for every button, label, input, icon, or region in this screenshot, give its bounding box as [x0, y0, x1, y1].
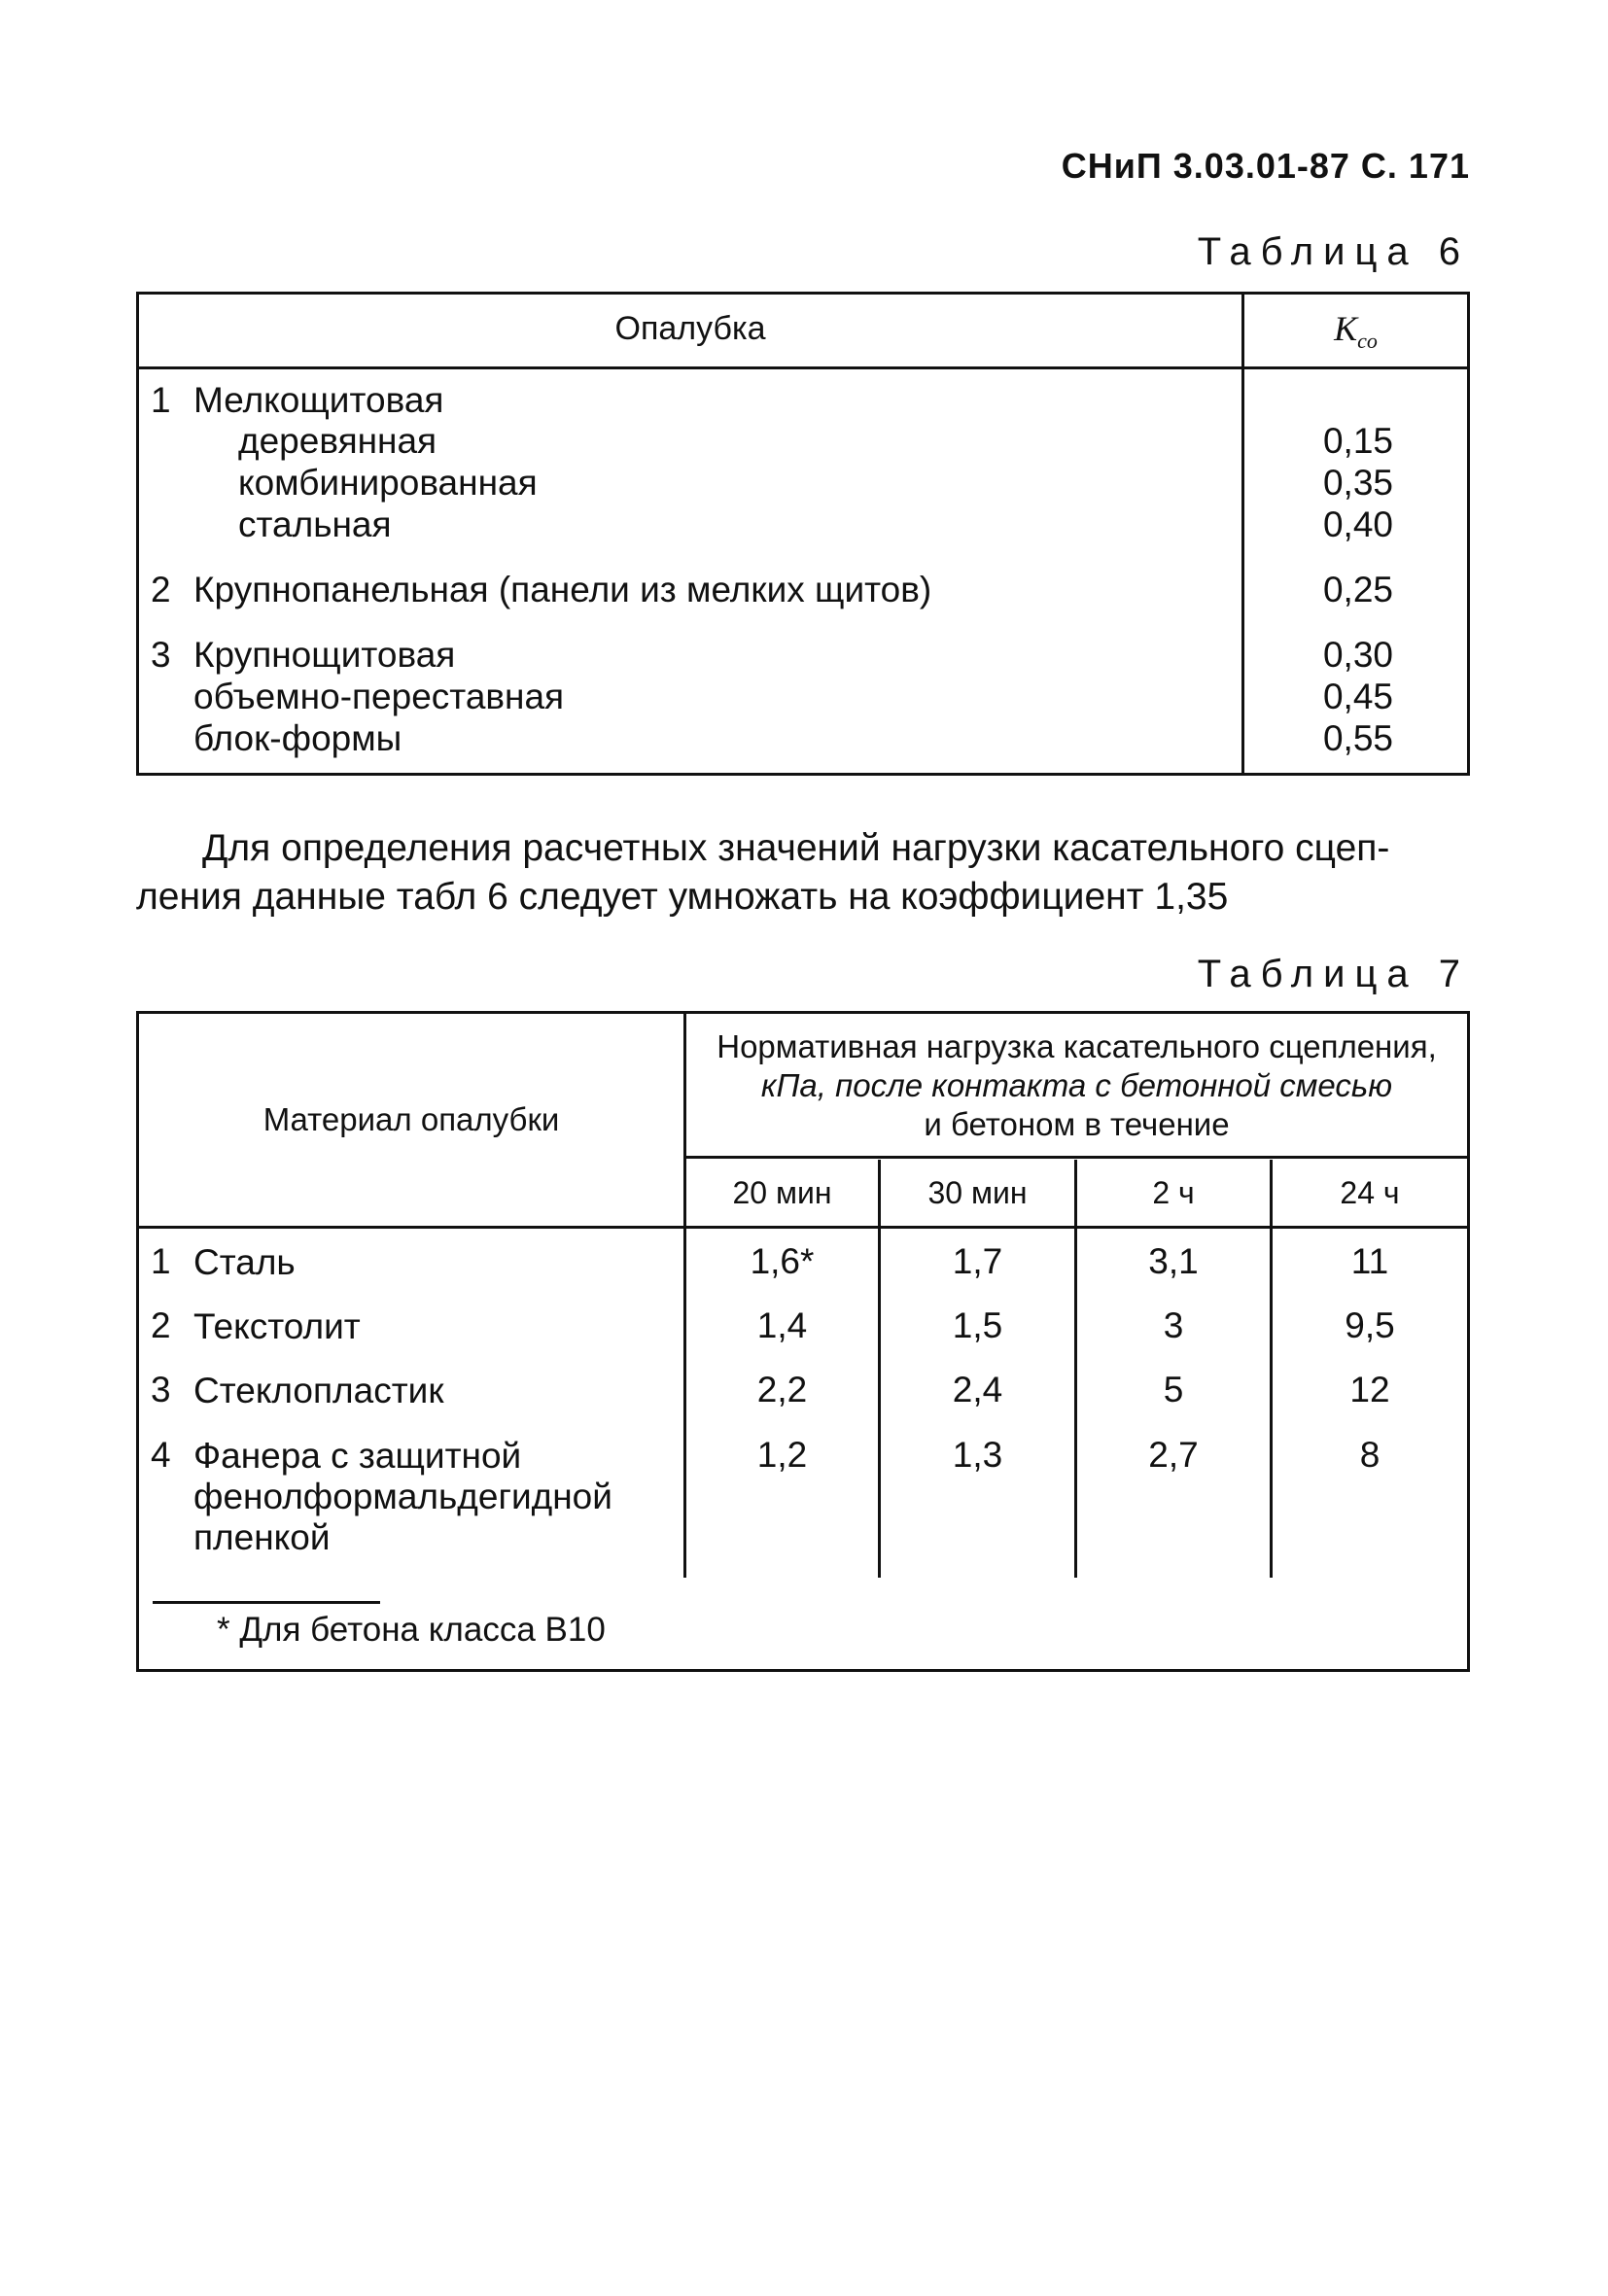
- table7-cell: 2,2: [756, 1370, 808, 1409]
- table6-header-formwork: Опалубка: [614, 310, 766, 347]
- table6: [136, 292, 1470, 776]
- table6-row-value: 0,45: [1322, 677, 1393, 716]
- table7-divider: [878, 1160, 881, 1578]
- paragraph-line: Для определения расчетных значений нагрузки касательного сцеп-: [202, 827, 1390, 869]
- table7-col-20min: 20 мин: [732, 1175, 832, 1210]
- table7-col-30min: 30 мин: [927, 1175, 1028, 1210]
- table6-caption: Таблица 6: [1197, 230, 1470, 273]
- table6-row-label: блок-формы: [193, 718, 402, 758]
- table6-row-value: 0,25: [1322, 570, 1393, 609]
- table7-cell: 9,5: [1345, 1305, 1395, 1345]
- table7-cell: 3,1: [1148, 1241, 1199, 1281]
- table7-row-material: Фанера с защитной: [193, 1436, 522, 1476]
- table7-col-2h: 2 ч: [1152, 1175, 1195, 1210]
- table6-row-value: 0,15: [1322, 421, 1393, 461]
- table7-cell: 8: [1359, 1435, 1381, 1475]
- table6-row-label: Крупнопанельная (панели из мелких щитов): [193, 570, 932, 609]
- table7-cell: 1,4: [756, 1305, 808, 1345]
- table7-cell: 1,5: [952, 1305, 1003, 1345]
- table7-cell: 1,6*: [750, 1241, 815, 1281]
- table6-row-label: комбинированная: [238, 463, 538, 503]
- table7-footnote: * Для бетона класса В10: [217, 1611, 606, 1649]
- table6-row-num: 3: [151, 635, 171, 675]
- table6-row-label: объемно-переставная: [193, 677, 565, 716]
- table7-divider: [686, 1156, 1467, 1159]
- table7-divider: [139, 1226, 1467, 1229]
- table6-row-num: 1: [151, 380, 171, 420]
- table6-row-value: 0,30: [1322, 635, 1393, 675]
- table7-row-material: Сталь: [193, 1242, 296, 1282]
- table7-caption: Таблица 7: [1197, 953, 1470, 995]
- page-header: СНиП 3.03.01-87 С. 171: [1061, 146, 1470, 186]
- table7-divider: [1270, 1160, 1273, 1578]
- table7-col-24h: 24 ч: [1340, 1175, 1400, 1210]
- table7-cell: 2,7: [1148, 1435, 1199, 1475]
- table6-row-label: стальная: [238, 504, 392, 544]
- table7-header-norm: [686, 1027, 1467, 1144]
- table7-cell: 12: [1349, 1370, 1390, 1409]
- table6-header-k: [1244, 308, 1467, 354]
- table7-row-num: 1: [151, 1241, 171, 1281]
- table7-cell: 1,3: [952, 1435, 1003, 1475]
- table6-row-label: Мелкощитовая: [193, 380, 444, 420]
- footnote-rule: [153, 1601, 380, 1604]
- table7-divider: [1074, 1160, 1077, 1578]
- table6-row-label: Крупнощитовая: [193, 635, 456, 675]
- table7-cell: 1,7: [952, 1241, 1003, 1281]
- table7-row-num: 2: [151, 1305, 171, 1345]
- table7-cell: 2,4: [952, 1370, 1003, 1409]
- table7-row-num: 4: [151, 1435, 171, 1475]
- table6-row-value: 0,35: [1322, 463, 1393, 503]
- table7: [136, 1011, 1470, 1672]
- table7-row-num: 3: [151, 1370, 171, 1409]
- table7-row-material: пленкой: [193, 1517, 331, 1557]
- body-paragraph: [136, 824, 1470, 922]
- k-symbol: K: [1334, 309, 1358, 348]
- table7-header-norm-line: Нормативная нагрузка касательного сцепления,: [717, 1028, 1437, 1064]
- table7-cell: 1,2: [756, 1435, 808, 1475]
- table7-header-norm-line: кПа, после контакта с бетонной смесью: [760, 1067, 1393, 1103]
- table7-row-material: фенолформальдегидной: [193, 1477, 612, 1516]
- table7-cell: 11: [1350, 1241, 1389, 1281]
- table6-row-value: 0,55: [1322, 718, 1393, 758]
- k-subscript: co: [1357, 329, 1378, 354]
- paragraph-line: ления данные табл 6 следует умножать на коэффициент 1,35: [136, 876, 1229, 918]
- table6-row-value: 0,40: [1322, 504, 1393, 544]
- table7-row-material: Стеклопластик: [193, 1371, 444, 1410]
- table7-row-material: Текстолит: [193, 1306, 361, 1346]
- table7-header-norm-line: и бетоном в течение: [924, 1106, 1230, 1142]
- table6-row-num: 2: [151, 570, 171, 609]
- table7-cell: 5: [1163, 1370, 1184, 1409]
- table7-header-material: Материал опалубки: [262, 1101, 560, 1137]
- table6-row-label: деревянная: [238, 421, 437, 461]
- table7-cell: 3: [1163, 1305, 1184, 1345]
